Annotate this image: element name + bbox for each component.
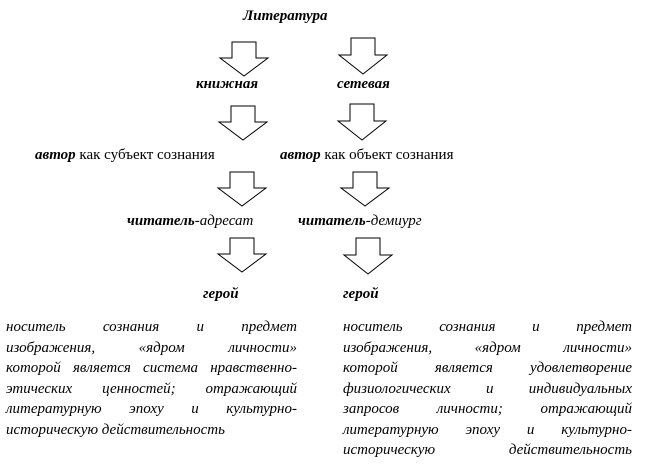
reader-keyword: читатель: [127, 213, 195, 229]
author-description: как объект сознания: [320, 147, 454, 163]
description-line: этических ценностей; отражающий: [6, 380, 297, 397]
description-line: историческую действительность: [343, 442, 632, 458]
down-arrow-icon: [219, 106, 267, 140]
down-arrow-icon: [338, 104, 386, 140]
author-description: как субъект сознания: [75, 147, 215, 163]
left-reader-label: [127, 212, 253, 230]
down-arrow-icon: [344, 238, 392, 274]
down-arrow-icon: [218, 172, 266, 206]
down-arrow-icon: [341, 172, 389, 206]
reader-description: -адресат: [194, 213, 254, 229]
down-arrow-icon: [220, 42, 268, 76]
left-type-label: книжная: [196, 76, 259, 92]
right-reader-label: [298, 212, 422, 230]
down-arrow-icon: [339, 38, 387, 74]
right-description: [343, 317, 632, 461]
description-line: запросов личности; отражающий: [343, 401, 632, 417]
description-line: историческую действительность: [6, 421, 225, 438]
reader-description: -демиург: [365, 213, 422, 229]
right-hero-label: герой: [343, 286, 379, 302]
right-author-label: [280, 146, 453, 164]
down-arrow-icon: [218, 238, 266, 272]
author-keyword: автор: [280, 147, 321, 163]
left-hero-label: герой: [203, 286, 239, 302]
diagram-title: Литература: [243, 8, 328, 24]
left-author-label: [35, 146, 215, 164]
description-line: литературную эпоху и культурно-: [343, 421, 632, 438]
description-line: изображения, «ядром личности»: [343, 339, 632, 356]
reader-keyword: читатель: [298, 213, 366, 229]
description-line: которой является удовлетворение: [343, 360, 632, 376]
description-line: литературную эпоху и культурно-: [6, 401, 297, 417]
description-line: носитель сознания и предмет: [343, 319, 632, 335]
right-type-label: сетевая: [337, 76, 390, 92]
left-description: [6, 317, 297, 440]
description-line: которой является система нравственно-: [6, 360, 297, 376]
description-line: физиологических и индивидуальных: [343, 380, 632, 397]
description-line: изображения, «ядром личности»: [6, 339, 297, 356]
description-line: носитель сознания и предмет: [6, 319, 297, 335]
author-keyword: автор: [35, 147, 76, 163]
